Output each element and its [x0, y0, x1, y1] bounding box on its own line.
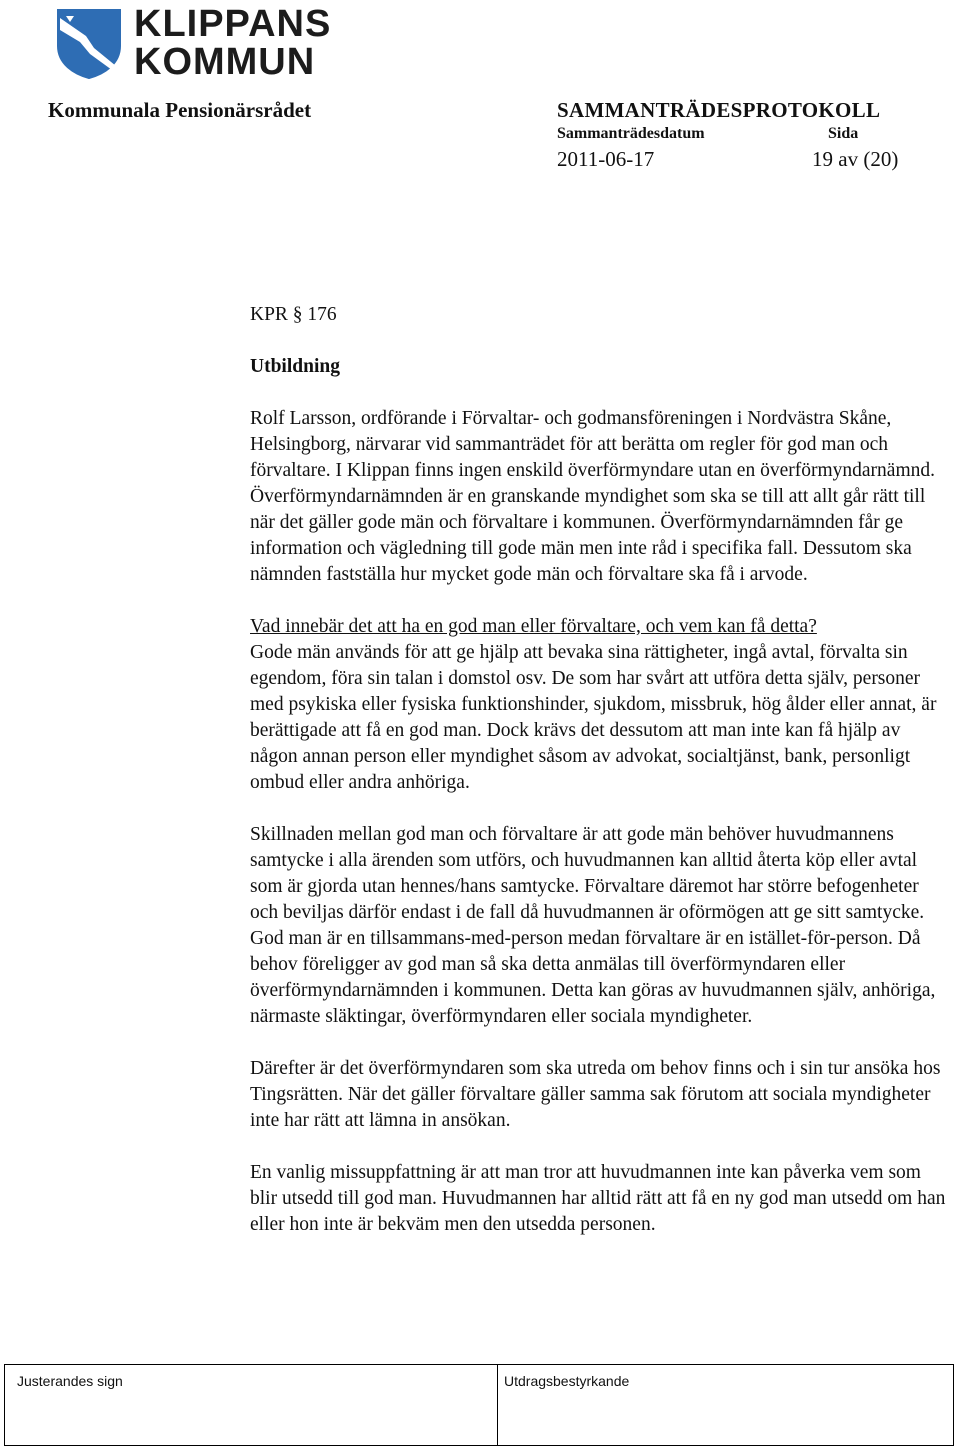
paragraph-who-qualifies: Gode män används för att ge hjälp att bevaka sina rättigheter, ingå avtal, förvalta sin egendom, föra sin talan i domstol osv. De som har svårt att utföra detta själv, personer med psykiska eller fysiska funktionshinder, sjukdom, missbruk, hög ålder eller annat, är berättigade att få en god man. Dock krävs det dessutom att man inte kan få hjälp av någon annan person eller myndighet såsom av advokat, socialtjänst, bank, personligt ombud eller andra anhöriga. — [250, 642, 937, 793]
question-heading: Vad innebär det att ha en god man eller förvaltare, och vem kan få detta? — [250, 616, 817, 637]
paragraph-difference: Skillnaden mellan god man och förvaltare är att gode män behöver huvudmannens samtycke i alla ärenden som utförs, och huvudmannen kan alltid återta köp eller avtal som är gjorda utan hennes/hans samtycke. Förvaltare däremot har större befogenheter och beviljas därför endast i de fall då huvudmannen är oförmögen att ge sitt samtycke. God man är en tillsammans-med-person medan förvaltare är en istället-för-person. Då behov föreligger av god man så ska detta anmälas till överförmyndaren eller överförmyndarnämnden i kommunen. Detta kan göras av huvudmannen själv, anhöriga, närmaste släktingar, överförmyndaren eller sociala myndigheter. — [250, 824, 936, 1027]
extract-certification-label: Utdragsbestyrkande — [504, 1373, 630, 1389]
section-heading: Utbildning — [250, 356, 340, 377]
meeting-date: 2011-06-17 — [557, 147, 655, 171]
adjuster-signature-label: Justerandes sign — [17, 1373, 123, 1389]
page-label: Sida — [828, 125, 859, 142]
signature-footer — [4, 1364, 954, 1446]
document-type: SAMMANTRÄDESPROTOKOLL — [557, 98, 881, 122]
page-number: 19 av (20) — [812, 147, 899, 171]
logo-line-1: KLIPPANS — [134, 3, 332, 45]
logo-line-2: KOMMUN — [134, 41, 316, 83]
organization-name: Kommunala Pensionärsrådet — [48, 98, 312, 122]
meeting-date-label: Sammanträdesdatum — [557, 125, 705, 142]
paragraph-process: Därefter är det överförmyndaren som ska utreda om behov finns och i sin tur ansöka hos Tingsrätten. När det gäller förvaltare gäller samma sak förutom att sociala myndigheter inte har rätt att lämna in ansökan. — [250, 1058, 941, 1131]
section-number: KPR § 176 — [250, 304, 337, 325]
footer-divider — [497, 1365, 498, 1445]
paragraph-misconception: En vanlig missuppfattning är att man tror att huvudmannen inte kan påverka vem som blir utsedd till god man. Huvudmannen har alltid rätt att få en ny god man utsedd om han eller hon inte är bekväm men den utsedda personen. — [250, 1162, 946, 1235]
paragraph-intro: Rolf Larsson, ordförande i Förvaltar- och godmansföreningen i Nordvästra Skåne, Helsingborg, närvarar vid sammanträdet för att berätta om regler för god man och förvaltare. I Klippan finns ingen enskild överförmyndare utan en överförmyndarnämnd. Överförmyndarnämnden är en granskande myndighet som ska se till att allt går rätt till när det gäller gode män och förvaltare i kommunen. Överförmyndarnämnden får ge information och vägledning till gode män men inte råd i specifika fall. Dessutom ska nämnden fastställa hur mycket gode män och förvaltare ska få i arvode. — [250, 408, 935, 585]
coat-of-arms-icon — [56, 8, 122, 80]
protocol-body — [250, 302, 950, 1264]
klippans-kommun-logo — [56, 3, 332, 83]
